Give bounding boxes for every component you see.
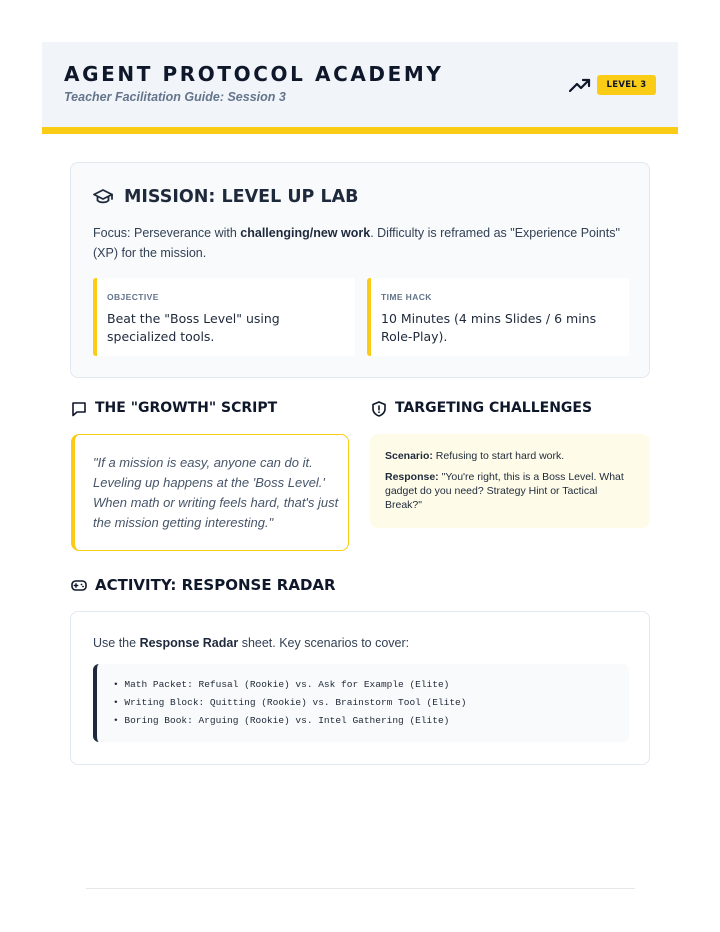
growth-script-box [71,434,349,551]
objective-text: Beat the "Boss Level" using specialized tools. [107,311,280,344]
page-title: AGENT PROTOCOL ACADEMY [64,62,444,86]
level-badge: LEVEL 3 [597,75,656,95]
time-hack-box [367,278,629,356]
footer-divider [86,888,635,889]
list-item: • Boring Book: Arguing (Rookie) vs. Intel Gathering (Elite) [113,715,450,726]
list-item: • Writing Block: Quitting (Rookie) vs. Brainstorm Tool (Elite) [113,697,467,708]
time-hack-text: 10 Minutes (4 mins Slides / 6 mins Role-Play). [381,311,597,344]
response-line: Response: "You're right, this is a Boss Level. What gadget do you need? Strategy Hint or Tactical Break?" [385,471,624,511]
activity-card [70,611,650,765]
activity-intro: Use the Response Radar sheet. Key scenarios to cover: [93,636,410,650]
speech-bubble-icon [71,401,87,417]
targeting-heading: TARGETING CHALLENGES [395,400,593,416]
targeting-box [370,434,650,528]
objective-box [93,278,355,356]
scenario-line: Scenario: Refusing to start hard work. [385,450,565,462]
time-hack-label: TIME HACK [381,292,432,302]
mission-focus: Focus: Perseverance with challenging/new work. Difficulty is reframed as "Experience Points" (XP) for the mission. [93,226,620,260]
page-header [42,42,678,134]
gamepad-icon [71,577,87,593]
mission-card [70,162,650,378]
shield-alert-icon [371,401,387,417]
page-subtitle: Teacher Facilitation Guide: Session 3 [64,90,286,104]
growth-script-quote: "If a mission is easy, anyone can do it. Leveling up happens at the 'Boss Level.' When math or writing feels hard, that's just the mission getting interesting." [93,455,339,530]
activity-heading: ACTIVITY: RESPONSE RADAR [95,576,336,594]
growth-script-heading: THE "GROWTH" SCRIPT [95,400,278,416]
mission-title: MISSION: LEVEL UP LAB [124,187,359,207]
graduation-cap-icon [93,189,113,205]
trending-up-icon [569,77,591,93]
list-item: • Math Packet: Refusal (Rookie) vs. Ask for Example (Elite) [113,679,450,690]
objective-label: OBJECTIVE [107,292,159,302]
scenario-list [93,664,629,742]
